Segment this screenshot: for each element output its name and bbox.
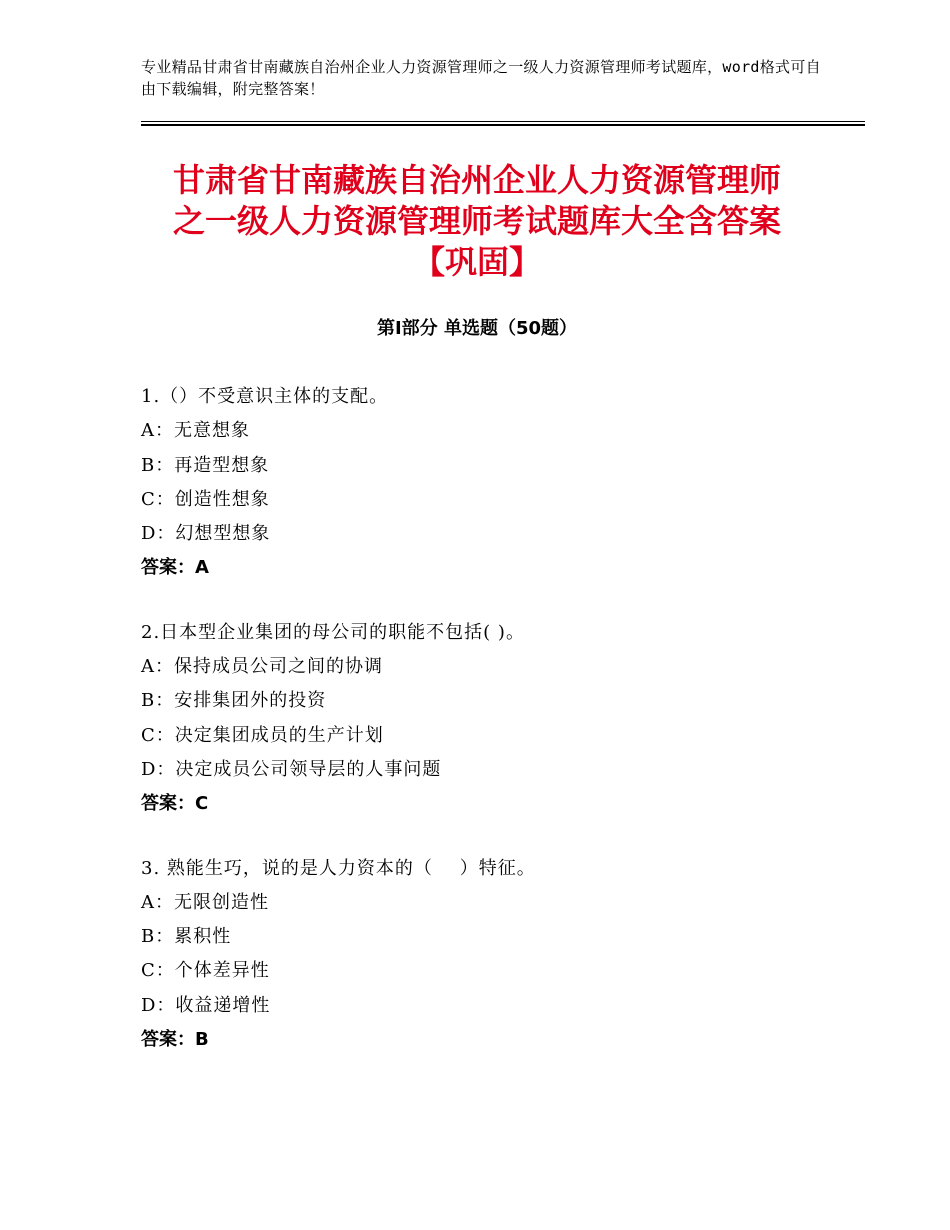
- question-item: [141, 616, 841, 822]
- option-a: A：无限创造性: [141, 891, 269, 913]
- option-a: A：保持成员公司之间的协调: [141, 656, 383, 678]
- header-rule-thick: [141, 124, 865, 126]
- question-list: [141, 380, 841, 1087]
- option-d: D：决定成员公司领导层的人事问题: [141, 758, 442, 780]
- question-stem: 2.日本型企业集团的母公司的职能不包括( )。: [141, 621, 525, 643]
- option-c: C：决定集团成员的生产计划: [141, 724, 384, 746]
- title-line: 之一级人力资源管理师考试题库大全含答案: [172, 202, 781, 240]
- option-b: B：累积性: [141, 926, 232, 948]
- header-note: 专业精品甘肃省甘南藏族自治州企业人力资源管理师之一级人力资源管理师考试题库，word格式可自由下载编辑，附完整答案！: [141, 58, 821, 98]
- option-d: D：幻想型想象: [141, 523, 271, 545]
- question-item: [141, 380, 841, 586]
- option-b: B：再造型想象: [141, 454, 270, 476]
- question-stem: 1.（）不受意识主体的支配。: [141, 386, 389, 407]
- section-heading: 第Ⅰ部分 单选题（50题）: [376, 318, 577, 339]
- answer-label: 答案：C: [141, 793, 209, 815]
- option-a: A：无意想象: [141, 420, 250, 442]
- option-d: D：收益递增性: [141, 994, 271, 1016]
- option-c: C：个体差异性: [141, 960, 270, 982]
- title-line: 【巩固】: [412, 243, 541, 281]
- option-b: B：安排集团外的投资: [141, 690, 327, 712]
- document-title: [141, 160, 813, 283]
- option-c: C：创造性想象: [141, 488, 270, 510]
- answer-label: 答案：B: [141, 1029, 209, 1051]
- header-rule-thin: [141, 121, 865, 122]
- question-item: [141, 852, 841, 1058]
- question-stem: 3. 熟能生巧，说的是人力资本的（ ）特征。: [141, 857, 536, 879]
- answer-label: 答案：A: [141, 557, 209, 579]
- title-line: 甘肃省甘南藏族自治州企业人力资源管理师: [172, 161, 781, 199]
